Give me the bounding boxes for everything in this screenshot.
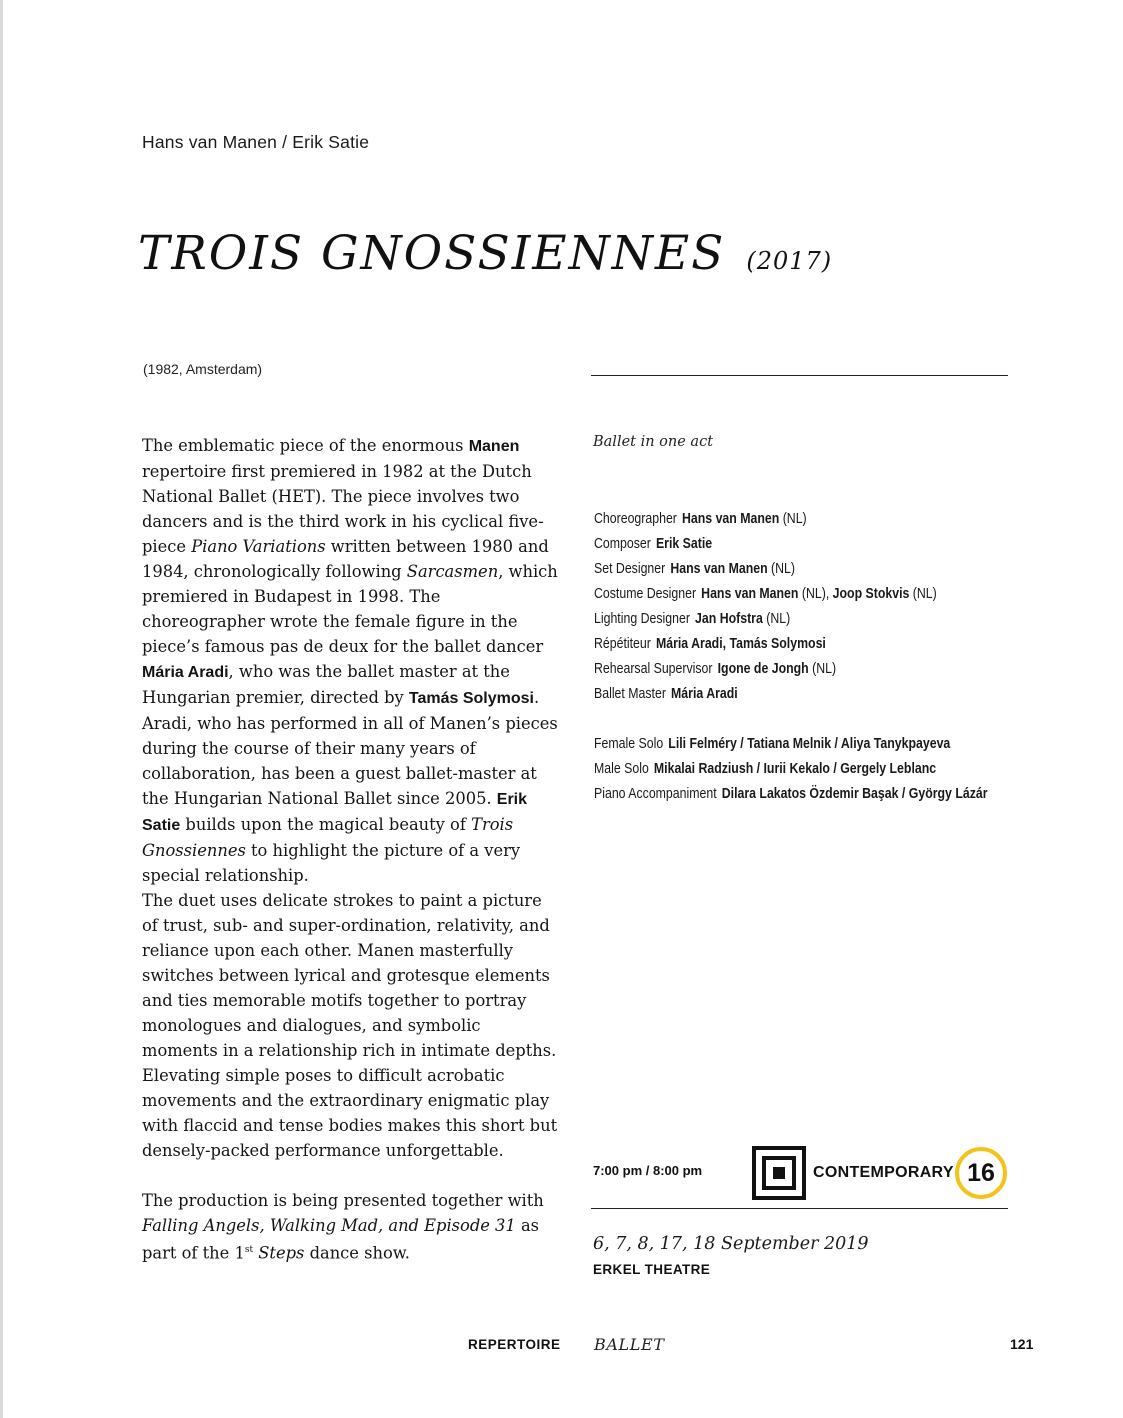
italic-title: Sarcasmen bbox=[406, 562, 499, 581]
cast-credits bbox=[594, 732, 1054, 807]
footer-category: BALLET bbox=[594, 1335, 665, 1354]
credit-row bbox=[594, 607, 1054, 632]
paragraph-1 bbox=[142, 433, 560, 888]
credit-suffix: (NL) bbox=[767, 561, 796, 577]
bold-name: Erik Satie bbox=[142, 791, 528, 834]
credit-name: Dilara Lakatos Özdemir Başak / György Lázár bbox=[721, 786, 988, 802]
page-edge-rule bbox=[0, 0, 3, 1418]
credit-row bbox=[594, 557, 1054, 582]
genre-label: Ballet in one act bbox=[593, 434, 714, 450]
venue-name: ERKEL THEATRE bbox=[593, 1262, 711, 1277]
crew-credits bbox=[594, 507, 1054, 707]
text-span: The production is being presented together with bbox=[142, 1191, 544, 1210]
credit-role: Ballet Master bbox=[594, 686, 666, 702]
credit-role: Male Solo bbox=[594, 761, 649, 777]
text-span: to highlight the picture of a very special relationship. bbox=[142, 841, 521, 885]
text-span: 1 bbox=[234, 1243, 245, 1263]
credit-row bbox=[594, 682, 1054, 707]
superscript: st bbox=[244, 1245, 254, 1255]
credit-row bbox=[594, 532, 1054, 557]
credit-name: Hans van Manen bbox=[670, 561, 768, 577]
age-rating-badge: 16 bbox=[955, 1147, 1007, 1199]
credit-role: Composer bbox=[594, 536, 651, 552]
text-span: dance show. bbox=[304, 1243, 410, 1263]
credit-suffix: (NL) bbox=[779, 511, 807, 527]
credit-role: Set Designer bbox=[594, 561, 666, 577]
text-span: builds upon the magical beauty of bbox=[180, 815, 472, 834]
header-rule bbox=[591, 375, 1008, 376]
bold-name: Mária Aradi bbox=[142, 664, 229, 681]
credit-row bbox=[594, 732, 1054, 757]
footer-section: REPERTOIRE bbox=[468, 1337, 561, 1352]
credit-name: Hans van Manen bbox=[682, 511, 780, 527]
credit-role: Rehearsal Supervisor bbox=[594, 661, 713, 677]
credit-row bbox=[594, 632, 1054, 657]
credit-suffix: (NL) bbox=[808, 661, 837, 677]
credit-name: Jan Hofstra bbox=[695, 611, 763, 627]
text-span: The emblematic piece of the enormous bbox=[142, 436, 469, 455]
credit-name: Lili Felméry / Tatiana Melnik / Aliya Tanykpayeva bbox=[668, 736, 951, 752]
credit-name: Hans van Manen bbox=[701, 586, 799, 602]
italic-title: Falling Angels, Walking Mad, and Episode 31 bbox=[142, 1216, 516, 1235]
credit-row bbox=[594, 657, 1054, 682]
credit-role: Lighting Designer bbox=[594, 611, 690, 627]
italic-title: Trois Gnossiennes bbox=[142, 815, 514, 860]
text-span: written between 1980 and 1984, chronologically following bbox=[142, 537, 549, 581]
paragraph-2: The duet uses delicate strokes to paint a picture of trust, sub- and super-ordination, relativity, and reliance upon each other. Manen masterfully switches between lyrical and grotesque elements and ties memorable motifs together to portray monologues and dialogues, and symbolic moments in a relationship rich in intimate depths. Elevating simple poses to difficult acrobatic movements and the extraordinary enigmatic play with flaccid and tense bodies makes this short but densely-packed performance unforgettable. bbox=[142, 891, 558, 1160]
credit-name: Joop Stokvis bbox=[832, 586, 910, 602]
credit-name: Mária Aradi, Tamás Solymosi bbox=[655, 636, 826, 652]
premiere-note: (1982, Amsterdam) bbox=[143, 361, 263, 377]
author-line: Hans van Manen / Erik Satie bbox=[142, 132, 370, 152]
text-span: . Aradi, who has performed in all of Manen’s pieces during the course of their many years of collaboration, has been a guest ballet-master at the Hungarian National Ballet since 2005. bbox=[142, 688, 558, 808]
credit-row bbox=[594, 582, 1054, 607]
paragraph-gap bbox=[142, 1163, 560, 1188]
credit-name: Erik Satie bbox=[655, 536, 713, 552]
italic-title: Steps bbox=[258, 1243, 305, 1263]
page-number: 121 bbox=[1010, 1336, 1034, 1352]
credit-row bbox=[594, 507, 1054, 532]
title-year: (2017) bbox=[746, 247, 833, 275]
text-span: , which premiered in Budapest in 1998. The choreographer wrote the female figure in the piece’s famous pas de deux for the ballet dancer bbox=[142, 562, 558, 656]
credit-role: Piano Accompaniment bbox=[594, 786, 717, 802]
credit-name: Mária Aradi bbox=[671, 686, 738, 702]
category-label: CONTEMPORARY bbox=[813, 1164, 954, 1181]
bold-name: Tamás Solymosi bbox=[408, 690, 534, 707]
credit-role: Female Solo bbox=[594, 736, 664, 752]
credit-role: Répétiteur bbox=[594, 636, 651, 652]
credit-role: Costume Designer bbox=[594, 586, 697, 602]
italic-title: Piano Variations bbox=[191, 537, 326, 556]
square-logo-icon bbox=[752, 1146, 806, 1200]
text-span: , who was the ballet master at the Hungarian premier, directed by bbox=[142, 662, 510, 707]
performance-dates: 6, 7, 8, 17, 18 September 2019 bbox=[593, 1234, 869, 1254]
text-span: repertoire first premiered in 1982 at the Dutch National Ballet (HET). The piece involves two dancers and is the third work in his cyclical five-piece bbox=[142, 462, 544, 556]
show-times: 7:00 pm / 8:00 pm bbox=[593, 1163, 703, 1178]
title-text: TROIS GNOSSIENNES bbox=[138, 226, 726, 281]
page-title bbox=[138, 226, 832, 281]
paragraph-3 bbox=[142, 1188, 560, 1265]
text-span: as part of the bbox=[142, 1216, 540, 1263]
credit-name: Igone de Jongh bbox=[717, 661, 809, 677]
bold-name: Manen bbox=[468, 438, 520, 455]
info-divider bbox=[591, 1208, 1008, 1209]
credit-role: Choreographer bbox=[594, 511, 677, 527]
credit-suffix: (NL) bbox=[909, 586, 937, 602]
credit-suffix: (NL) bbox=[762, 611, 791, 627]
credit-row bbox=[594, 757, 1054, 782]
credit-name: Mikalai Radziush / Iurii Kekalo / Gergely Leblanc bbox=[653, 761, 937, 777]
body-text bbox=[142, 433, 560, 1265]
credit-suffix: (NL), bbox=[798, 586, 833, 602]
credit-row bbox=[594, 782, 1054, 807]
